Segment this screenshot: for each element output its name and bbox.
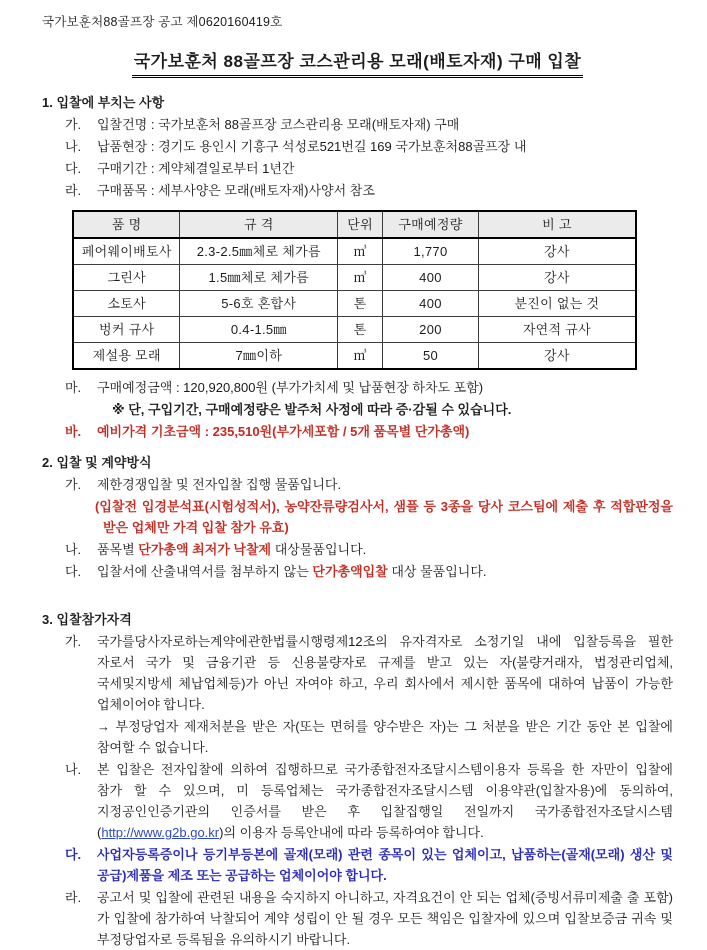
item-label: 가. (65, 477, 82, 492)
col-header-name: 품 명 (73, 211, 180, 238)
section3-heading: 3. 입찰참가자격 (42, 612, 132, 627)
section1-item-da (42, 158, 673, 179)
cell-qty: 200 (383, 317, 479, 343)
item-text-post: 대상물품입니다. (271, 542, 367, 557)
cell-unit: 톤 (338, 317, 383, 343)
notice-number: 국가보훈처88골프장 공고 제0620160419호 (42, 15, 283, 29)
quantity-change-note: ※ 단, 구입기간, 구매예정량은 발주처 사정에 따라 증·감될 수 있습니다. (112, 402, 512, 417)
purchase-items-table (72, 210, 637, 370)
cell-qty: 50 (383, 343, 479, 370)
col-header-qty: 구매예정량 (383, 211, 479, 238)
page-title: 국가보훈처 88골프장 코스관리용 모래(배토자재) 구매 입찰 (132, 51, 584, 78)
cell-name: 소토사 (73, 291, 180, 317)
item-text: 구매품목 : 세부사양은 모래(배토자재)사양서 참조 (97, 183, 375, 198)
item-text: 공고서 및 입찰에 관련된 내용을 숙지하지 아니하고, 자격요건이 안 되는 업체(증빙서류미제출 출 포함)가 입찰에 참가하여 낙찰되어 계약 성립이 안 될 경우 모든 책임은 입찰자에 있으며 입찰보증금 귀속 및 부정당업자로 등록됨을 유의하시기 바랍니다. (97, 890, 673, 947)
cell-spec: 1.5㎜체로 체가름 (180, 265, 338, 291)
col-header-spec: 규 격 (180, 211, 338, 238)
section1-heading: 1. 입찰에 부치는 사항 (42, 95, 165, 110)
section2-item-na (42, 539, 673, 560)
item-text: 구매기간 : 계약체결일로부터 1년간 (97, 161, 295, 176)
cell-remark: 분진이 없는 것 (478, 291, 636, 317)
cell-remark: 강사 (478, 343, 636, 370)
item-text-post: 대상 물품입니다. (387, 564, 487, 579)
item-text: 입찰건명 : 국가보훈처 88골프장 코스관리용 모래(배토자재) 구매 (97, 117, 460, 132)
item-label: 나. (65, 762, 82, 777)
section3-item-na (42, 759, 673, 843)
cell-unit: ㎥ (338, 238, 383, 265)
col-header-unit: 단위 (338, 211, 383, 238)
section1-item-na (42, 136, 673, 157)
cell-name: 페어웨이배토사 (73, 238, 180, 265)
item-text-red: 단가총액입찰 (312, 564, 388, 579)
cell-name: 제설용 모래 (73, 343, 180, 370)
g2b-link[interactable]: http://www.g2b.go.kr (101, 825, 220, 840)
section3-item-da (42, 844, 673, 886)
cell-spec: 2.3-2.5㎜체로 체가름 (180, 238, 338, 265)
item-label: 라. (65, 890, 82, 905)
cell-name: 벙커 규사 (73, 317, 180, 343)
item-text-red: 단가총액 최저가 낙찰제 (138, 542, 272, 557)
cell-remark: 자연적 규사 (478, 317, 636, 343)
item-text: 국가를당사자로하는계약에관한법률시행령제12조의 유자격자로 소정기일 내에 입찰등록을 필한 자로서 국가 및 금융기관 등 신용불량자로 규제를 받고 있는 자(불량거래자, 법정관리업체, 국세및지방세 체납업체등)가 아닌 자여야 하고, 우리 회사에서 제시한 품목에 대하여 납품이 가능한 업체이어야 합니다. (97, 634, 673, 712)
table-row (73, 343, 636, 370)
item-label: 라. (65, 183, 82, 198)
cell-qty: 400 (383, 265, 479, 291)
title-row (42, 51, 673, 78)
item-label: 마. (65, 380, 82, 395)
item-label: 다. (65, 161, 82, 176)
item-text: 납품현장 : 경기도 용인시 기흥구 석성로521번길 169 국가보훈처88골프장 내 (97, 139, 527, 154)
item-text: 사업자등록증이나 등기부등본에 골재(모래) 관련 종목이 있는 업체이고, 납품하는(골재(모래) 생산 및 공급)제품을 제조 또는 공급하는 업체이어야 합니다. (97, 847, 673, 883)
section1-item-ba (42, 421, 673, 442)
item-label: 가. (65, 634, 82, 649)
cell-unit: ㎥ (338, 265, 383, 291)
cell-spec: 0.4-1.5㎜ (180, 317, 338, 343)
section3-item-ga (42, 631, 673, 715)
item-text-pre: 입찰서에 산출내역서를 첨부하지 않는 (97, 564, 313, 579)
section2-item-ga (42, 474, 673, 495)
cell-name: 그린사 (73, 265, 180, 291)
item-label: 가. (65, 117, 82, 132)
item-text-post: )의 이용자 등록안내에 따라 등록하여야 합니다. (219, 825, 484, 840)
table-header-row (73, 211, 636, 238)
table-row (73, 265, 636, 291)
item-label: 다. (65, 847, 82, 862)
cell-qty: 400 (383, 291, 479, 317)
section2-ga-note: (입찰전 입경분석표(시험성적서), 농약잔류량검사서, 샘플 등 3종을 당사 코스팀에 제출 후 적합판정을 받은 업체만 가격 입찰 참가 유효) (95, 499, 673, 535)
section2-item-da (42, 561, 673, 582)
item-label: 나. (65, 542, 82, 557)
cell-remark: 강사 (478, 265, 636, 291)
item-text: 예비가격 기초금액 : 235,510원(부가세포함 / 5개 품목별 단가총액) (97, 424, 470, 439)
item-label: 나. (65, 139, 82, 154)
item-label: 다. (65, 564, 82, 579)
item-text: 제한경쟁입찰 및 전자입찰 집행 물품입니다. (97, 477, 342, 492)
cell-remark: 강사 (478, 238, 636, 265)
section1-item-ga (42, 114, 673, 135)
section3-ga-arrow-note: → 부정당업자 제재처분을 받은 자(또는 면허를 양수받은 자)는 그 처분을 받은 기간 동안 본 입찰에 참여할 수 없습니다. (97, 719, 673, 755)
item-text-pre: 본 입찰은 전자입찰에 의하여 집행하므로 국가종합전자조달시스템이용자 등록을 한 자만이 입찰에 참가 할 수 있으며, 미 등록업체는 국가종합전자조달시스템 이용약관(입찰자용)에 동의하여, 지정공인인증기관의 인증서를 받은 후 입찰집행일 전일까지 국가종합전자조달시스템( (97, 762, 673, 840)
item-text-pre: 품목별 (97, 542, 139, 557)
item-label: 바. (65, 424, 82, 439)
section3-item-ra (42, 887, 673, 950)
table-row (73, 291, 636, 317)
section1-item-ma (42, 377, 673, 398)
col-header-remark: 비 고 (478, 211, 636, 238)
section1-item-ra (42, 180, 673, 201)
cell-qty: 1,770 (383, 238, 479, 265)
table-row (73, 317, 636, 343)
section2-heading: 2. 입찰 및 계약방식 (42, 455, 152, 470)
cell-unit: ㎥ (338, 343, 383, 370)
item-text: 구매예정금액 : 120,920,800원 (부가가치세 및 납품현장 하차도 포함) (97, 380, 484, 395)
table-row (73, 238, 636, 265)
cell-spec: 5-6호 혼합사 (180, 291, 338, 317)
cell-spec: 7㎜이하 (180, 343, 338, 370)
cell-unit: 톤 (338, 291, 383, 317)
